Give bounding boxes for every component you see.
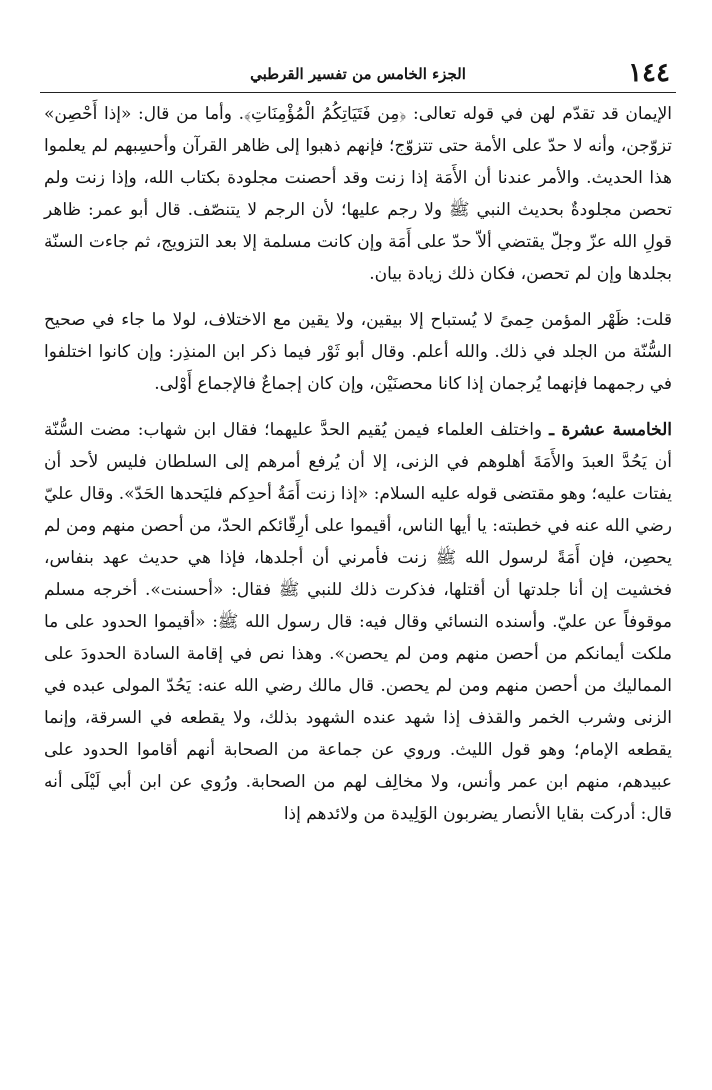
header-rule xyxy=(40,92,676,93)
page-number: ١٤٤ xyxy=(628,58,670,88)
page-header xyxy=(40,58,676,88)
paragraph-3-text: واختلف العلماء فيمن يُقيم الحدَّ عليهما؛ فقال ابن شهاب: مضت السُّنّة أن يَحُدَّ العبدَ والأَمَةَ أهلوهم في الزنى، إلا أن يُرفع أمرهم إلى السلطان فليس لأحد أن يفتات عليه؛ وهو مقتضى قوله عليه السلام: «إذا زنت أَمَةُ أحدِكم فليَحدها الحَدّ». وقال عليّ رضي الله عنه في خطبته: يا أيها الناس، أقيموا على أرِقّائكم الحدّ، من أحصن منهم ومن لم يحصِن، فإن أَمَةً لرسول الله ﷺ زنت فأمرني أن أجلدها، فإذا هي حديث عهد بنفاس، فخشيت إن أنا جلدتها أن أقتلها، فذكرت ذلك للنبي ﷺ فقال: «أحسنت». أخرجه مسلم موقوفاً عن عليّ. وأسنده النسائي وقال فيه: قال رسول الله ﷺ: «أقيموا الحدود على ما ملكت أيمانكم من أحصن منهم ومن لم يحصن». وهذا نص في إقامة السادة الحدودَ على المماليك من أحصن منهم ومن لم يحصن. قال مالك رضي الله عنه: يَحُدّ المولى عبده في الزنى وشرب الخمر والقذف إذا شهد عنده الشهود بذلك، ولا يقطعه في السرقة، وإنما يقطعه الإمام؛ وهو قول الليث. وروي عن جماعة من الصحابة أنهم أقاموا الحدود على عبيدهم، منهم ابن عمر وأنس، ولا مخالِف لهم من الصحابة. ورُوي عن ابن أبي لَيْلَى أنه قال: أدركت بقايا الأنصار يضربون الوَلِيدة من ولائدهم إذا xyxy=(44,420,672,824)
paragraph-gap xyxy=(44,400,672,414)
body-text xyxy=(44,98,672,830)
section-heading: الخامسة عشرة ـ xyxy=(549,420,672,440)
paragraph-3 xyxy=(44,414,672,830)
paragraph-1-text: الإيمان قد تقدّم لهن في قوله تعالى: ﴿مِن فَتَيَاتِكُمُ الْمُؤْمِنَاتِ﴾. وأما من قال: «إذا أَحْصِن» تزوّجن، وأنه لا حدّ على الأمة حتى تتزوّج؛ فإنهم ذهبوا إلى ظاهر القرآن وأحسِبهم لم يعلموا هذا الحديث. والأمر عندنا أن الأَمَة إذا زنت وقد أحصنت مجلودة بكتاب الله، وإذا زنت ولم تحصن مجلودةٌ بحديث النبي ﷺ ولا رجم عليها؛ لأن الرجم لا يتنصّف. قال أبو عمر: ظاهر قولِ الله عزّ وجلّ يقتضي ألاّ حدّ على أَمَة وإن كانت مسلمة إلا بعد التزويج، ثم جاءت السنّة بجلدها وإن لم تحصن، فكان ذلك زيادة بيان. xyxy=(44,104,672,284)
running-title: الجزء الخامس من تفسير القرطبي xyxy=(250,65,466,83)
paragraph-1 xyxy=(44,98,672,290)
paragraph-2 xyxy=(44,304,672,400)
paragraph-gap xyxy=(44,290,672,304)
paragraph-2-text: قلت: ظَهْر المؤمن حِمىً لا يُستباح إلا بيقين، ولا يقين مع الاختلاف، لولا ما جاء في صحيح السُّنّة من الجلد في ذلك. والله أعلم. وقال أبو ثَوْر فيما ذكر ابن المنذِر: وإن كانوا اختلفوا في رجمهما فإنهما يُرجمان إذا كانا محصنَيْن، وإن كان إجماعٌ فالإجماع أَوْلى. xyxy=(44,310,672,394)
